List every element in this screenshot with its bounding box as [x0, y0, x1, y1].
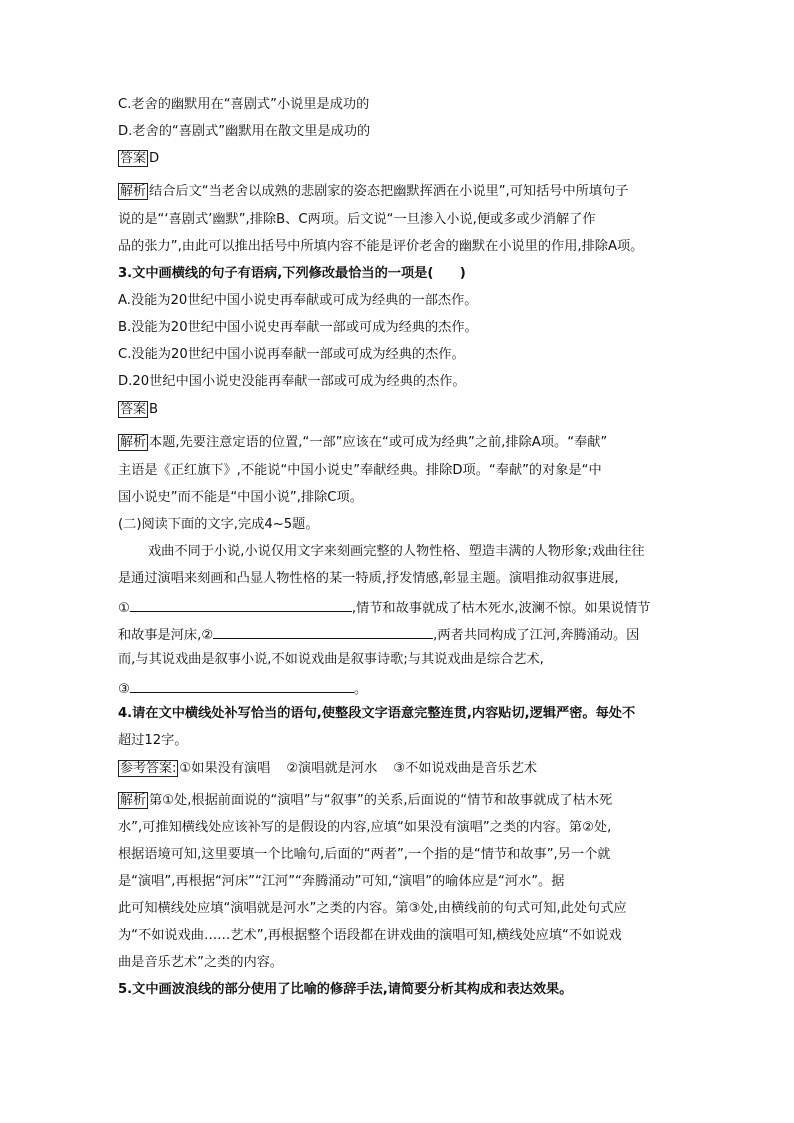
passage-line-2: 是通过演唱来刻画和凸显人物性格的某一特质,抒发情感,彰显主题。演唱推动叙事进展,: [118, 571, 619, 586]
q2-analysis-line-3: 品的张力”,由此可以推出括号中所填内容不能是评价老舍的幽默在小说里的作用,排除A项。: [118, 239, 644, 254]
analysis-tag: 解析: [120, 435, 147, 450]
q3-analysis-line-3: 国小说史”而不能是“中国小说”,排除C项。: [118, 490, 363, 505]
passage-text: 和故事是河床,②: [118, 628, 214, 643]
q3-stem: 3.文中画横线的句子有语病,下列修改最恰当的一项是( ): [118, 266, 466, 281]
analysis-text: 第①处,根据前面说的“演唱”与“叙事”的关系,后面说的“情节和故事就成了枯木死: [149, 793, 613, 808]
passage-text: 。: [353, 682, 368, 697]
passage-line-4: [118, 624, 678, 645]
q2-analysis-line-2: 说的是“‘喜剧式’幽默”,排除B、C两项。后文说“一旦渗入小说,便或多或少消解了作: [118, 212, 596, 227]
q4-stem-line-1: 4.请在文中横线处补写恰当的语句,使整段文字语意完整连贯,内容贴切,逻辑严密。每处不: [118, 706, 636, 721]
answer-item-2: ②演唱就是河水: [286, 761, 378, 776]
q4-answer-line: [118, 760, 678, 778]
q4-analysis-line-5: 此可知横线处应填“演唱就是河水”之类的内容。第③处,由横线前的句式可知,此处句式应: [118, 901, 627, 916]
q3-answer-line: [118, 401, 678, 419]
q2-option-d: D.老舍的“喜剧式”幽默用在散文里是成功的: [118, 124, 371, 139]
q4-analysis-line-4: 是“演唱”,再根据“河床”“江河”“奔腾涌动”可知,“演唱”的喻体应是“河水”。据: [118, 874, 565, 889]
analysis-text: 结合后文“当老舍以成熟的悲剧家的姿态把幽默挥洒在小说里”,可知括号中所填句子: [149, 184, 629, 199]
q4-analysis-line-3: 根据语境可知,这里要填一个比喻句,后面的“两者”,一个指的是“情节和故事”,另一个就: [118, 847, 611, 862]
answer-value: B: [149, 402, 159, 417]
q2-answer-line: [118, 150, 678, 168]
analysis-text: 本题,先要注意定语的位置,“一部”应该在“或可成为经典”之前,排除A项。“奉献”: [149, 435, 608, 450]
passage-text: ,情节和故事就成了枯木死水,波澜不惊。如果说情节: [351, 601, 651, 616]
passage-line-3: [118, 597, 678, 618]
analysis-tag: 解析: [120, 793, 147, 808]
passage-text: ,两者共同构成了江河,奔腾涌动。因: [433, 628, 640, 643]
q2-option-c: C.老舍的幽默用在“喜剧式”小说里是成功的: [118, 97, 370, 112]
blank-marker-3: ③: [118, 682, 130, 697]
q5-stem: 5.文中画波浪线的部分使用了比喻的修辞手法,请简要分析其构成和表达效果。: [118, 982, 573, 997]
answer-item-3: ③不如说戏曲是音乐艺术: [393, 761, 537, 776]
q3-option-d: D.20世纪中国小说史没能再奉献一部或可成为经典的杰作。: [118, 374, 466, 389]
blank-marker-1: ①: [118, 601, 130, 616]
answer-tag: 答案: [120, 402, 147, 417]
passage-line-6: [118, 678, 678, 699]
passage-line-1: 戏曲不同于小说,小说仅用文字来刻画完整的人物性格、塑造丰满的人物形象;戏曲往往: [148, 544, 645, 559]
q4-analysis-line-2: 水”,可推知横线处应该补写的是假设的内容,应填“如果没有演唱”之类的内容。第②处,: [118, 820, 612, 835]
q3-analysis-line-2: 主语是《正红旗下》,不能说“中国小说史”奉献经典。排除D项。“奉献”的对象是“中: [118, 463, 602, 478]
answer-item-1: ①如果没有演唱: [179, 761, 271, 776]
passage-line-5: 而,与其说戏曲是叙事小说,不如说戏曲是叙事诗歌;与其说戏曲是综合艺术,: [118, 652, 544, 667]
fill-blank-2: [213, 624, 433, 639]
q4-analysis-line-7: 曲是音乐艺术”之类的内容。: [118, 955, 284, 970]
q3-option-c: C.没能为20世纪中国小说再奉献一部或可成为经典的杰作。: [118, 347, 465, 362]
q4-analysis-line-1: [118, 792, 678, 810]
reference-answer-tag: 参考答案:: [120, 761, 177, 776]
fill-blank-3: [130, 678, 354, 693]
answer-tag: 答案: [120, 151, 147, 166]
q3-option-b: B.没能为20世纪中国小说史再奉献一部或可成为经典的杰作。: [118, 320, 478, 335]
q3-option-a: A.没能为20世纪中国小说史再奉献或可成为经典的一部杰作。: [118, 293, 478, 308]
answer-value: D: [149, 151, 160, 166]
q4-stem-line-2: 超过12字。: [118, 733, 188, 748]
q3-analysis-line-1: [118, 434, 678, 452]
q2-analysis-line-1: [118, 183, 678, 201]
analysis-tag: 解析: [120, 184, 147, 199]
fill-blank-1: [130, 597, 352, 612]
section-heading: (二)阅读下面的文字,完成4~5题。: [118, 517, 319, 532]
q4-analysis-line-6: 为“不如说戏曲……艺术”,再根据整个语段都在讲戏曲的演唱可知,横线处应填“不如说戏: [118, 928, 622, 943]
